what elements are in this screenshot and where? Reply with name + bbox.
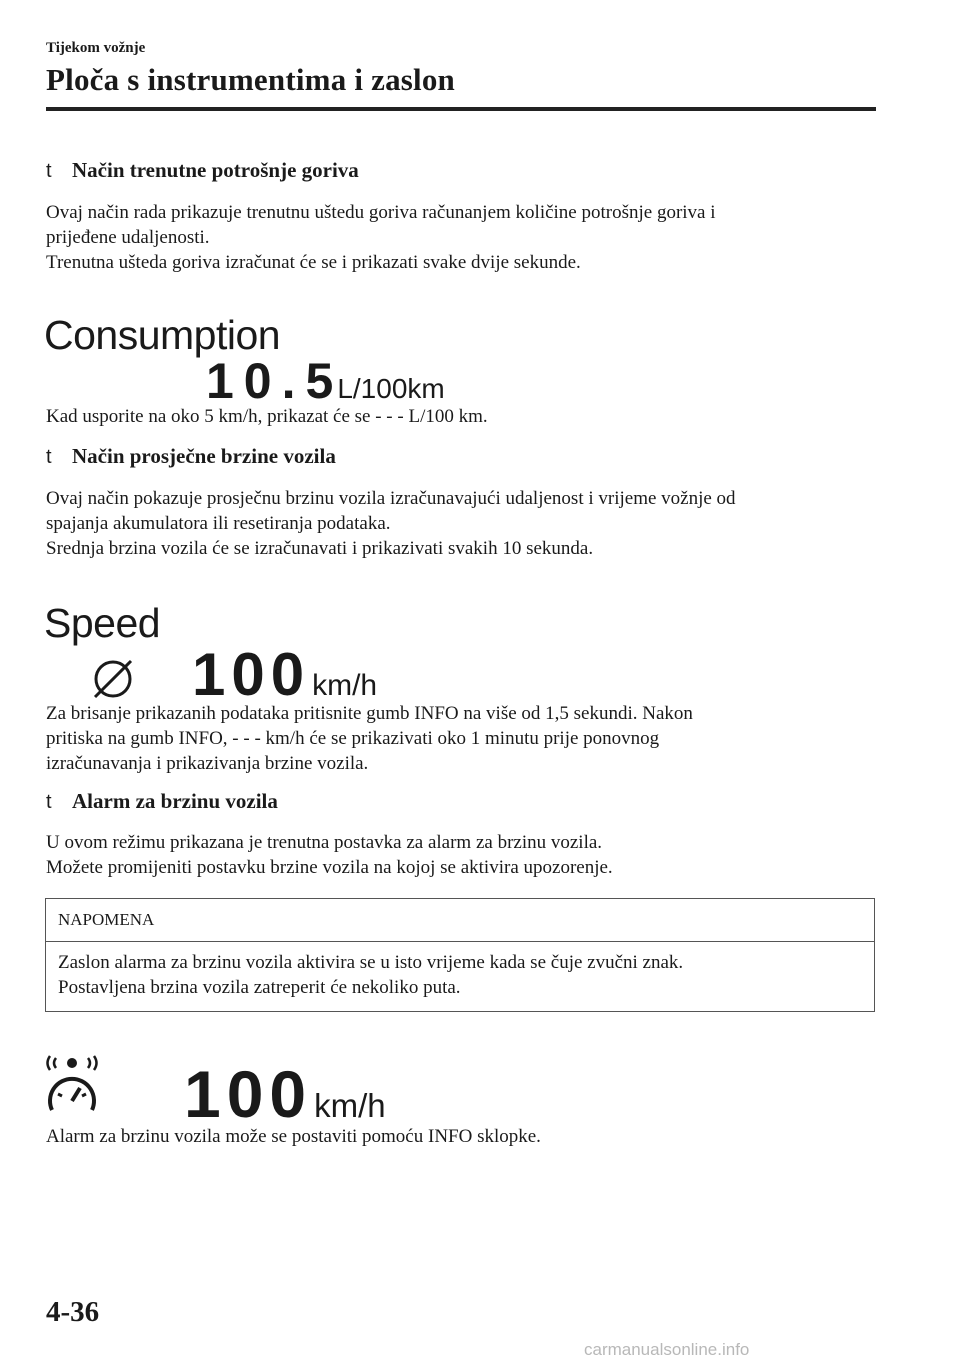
average-speed-readout xyxy=(192,640,377,709)
alarm-speed-readout xyxy=(184,1056,386,1132)
page-title: Ploča s instrumentima i zaslon xyxy=(46,62,455,97)
note-header xyxy=(46,899,874,942)
average-speed-value: 100 xyxy=(192,641,311,708)
alarm-after-text xyxy=(46,1124,886,1149)
alarm-speed-value: 100 xyxy=(184,1057,313,1131)
body-line: Možete promijeniti postavku brzine vozila na kojoj se aktivira upozorenje. xyxy=(46,857,613,878)
body-line: Kad usporite na oko 5 km/h, prikazat će se - - - L/100 km. xyxy=(46,406,488,427)
body-line: Za brisanje prikazanih podataka pritisnite gumb INFO na više od 1,5 sekundi. Nakon xyxy=(46,703,693,724)
consumption-after-text xyxy=(46,404,886,429)
section-heading-text: Alarm za brzinu vozila xyxy=(72,789,278,813)
body-line: Ovaj način rada prikazuje trenutnu uštedu goriva računanjem količine potrošnje goriva i xyxy=(46,202,716,223)
section-body-speed-alarm xyxy=(46,830,886,880)
body-line: Ovaj način pokazuje prosječnu brzinu vozila izračunavajući udaljenost i vrijeme vožnje od xyxy=(46,488,736,509)
section-heading-text: Način trenutne potrošnje goriva xyxy=(72,158,359,182)
section-body-average-speed xyxy=(46,486,886,561)
note-line: Postavljena brzina vozila zatreperit će nekoliko puta. xyxy=(58,977,461,998)
section-heading-speed-alarm xyxy=(46,789,278,814)
running-header: Tijekom vožnje xyxy=(46,40,146,56)
note-body xyxy=(58,950,683,1000)
note-title: NAPOMENA xyxy=(58,910,155,929)
body-line: U ovom režimu prikazana je trenutna postavka za alarm za brzinu vozila. xyxy=(46,832,603,853)
body-line: pritiska na gumb INFO, - - - km/h će se prikazivati oko 1 minutu prije ponovnog xyxy=(46,728,660,749)
consumption-readout xyxy=(206,352,445,410)
section-body-consumption xyxy=(46,200,886,275)
speed-alarm-icon xyxy=(44,1052,100,1118)
display-label-speed: Speed xyxy=(44,600,161,646)
section-heading-consumption xyxy=(46,158,359,183)
average-speed-after-text xyxy=(46,701,886,776)
consumption-value: 10.5 xyxy=(206,353,344,409)
section-bullet: t xyxy=(46,446,52,468)
body-line: Trenutna ušteda goriva izračunat će se i prikazati svake dvije sekunde. xyxy=(46,252,581,273)
display-label-consumption: Consumption xyxy=(44,312,281,358)
watermark: carmanualsonline.info xyxy=(584,1340,750,1359)
section-heading-average-speed xyxy=(46,444,336,469)
alarm-speed-unit: km/h xyxy=(314,1087,386,1124)
section-bullet: t xyxy=(46,791,52,813)
note-line: Zaslon alarma za brzinu vozila aktivira se u isto vrijeme kada se čuje zvučni znak. xyxy=(58,952,684,973)
body-line: prijeđene udaljenosti. xyxy=(46,227,210,248)
average-speed-unit: km/h xyxy=(312,669,378,702)
body-line: spajanja akumulatora ili resetiranja podataka. xyxy=(46,513,391,534)
section-heading-text: Način prosječne brzine vozila xyxy=(72,444,336,468)
body-line: izračunavanja i prikazivanja brzine vozila. xyxy=(46,753,369,774)
page-number: 4-36 xyxy=(46,1296,100,1328)
average-icon xyxy=(86,652,140,706)
title-rule xyxy=(46,107,876,111)
section-bullet: t xyxy=(46,160,52,182)
body-line: Srednja brzina vozila će se izračunavati i prikazivati svakih 10 sekunda. xyxy=(46,538,594,559)
consumption-unit: L/100km xyxy=(337,373,445,404)
body-line: Alarm za brzinu vozila može se postaviti pomoću INFO sklopke. xyxy=(46,1126,541,1147)
note-box xyxy=(45,898,875,1012)
